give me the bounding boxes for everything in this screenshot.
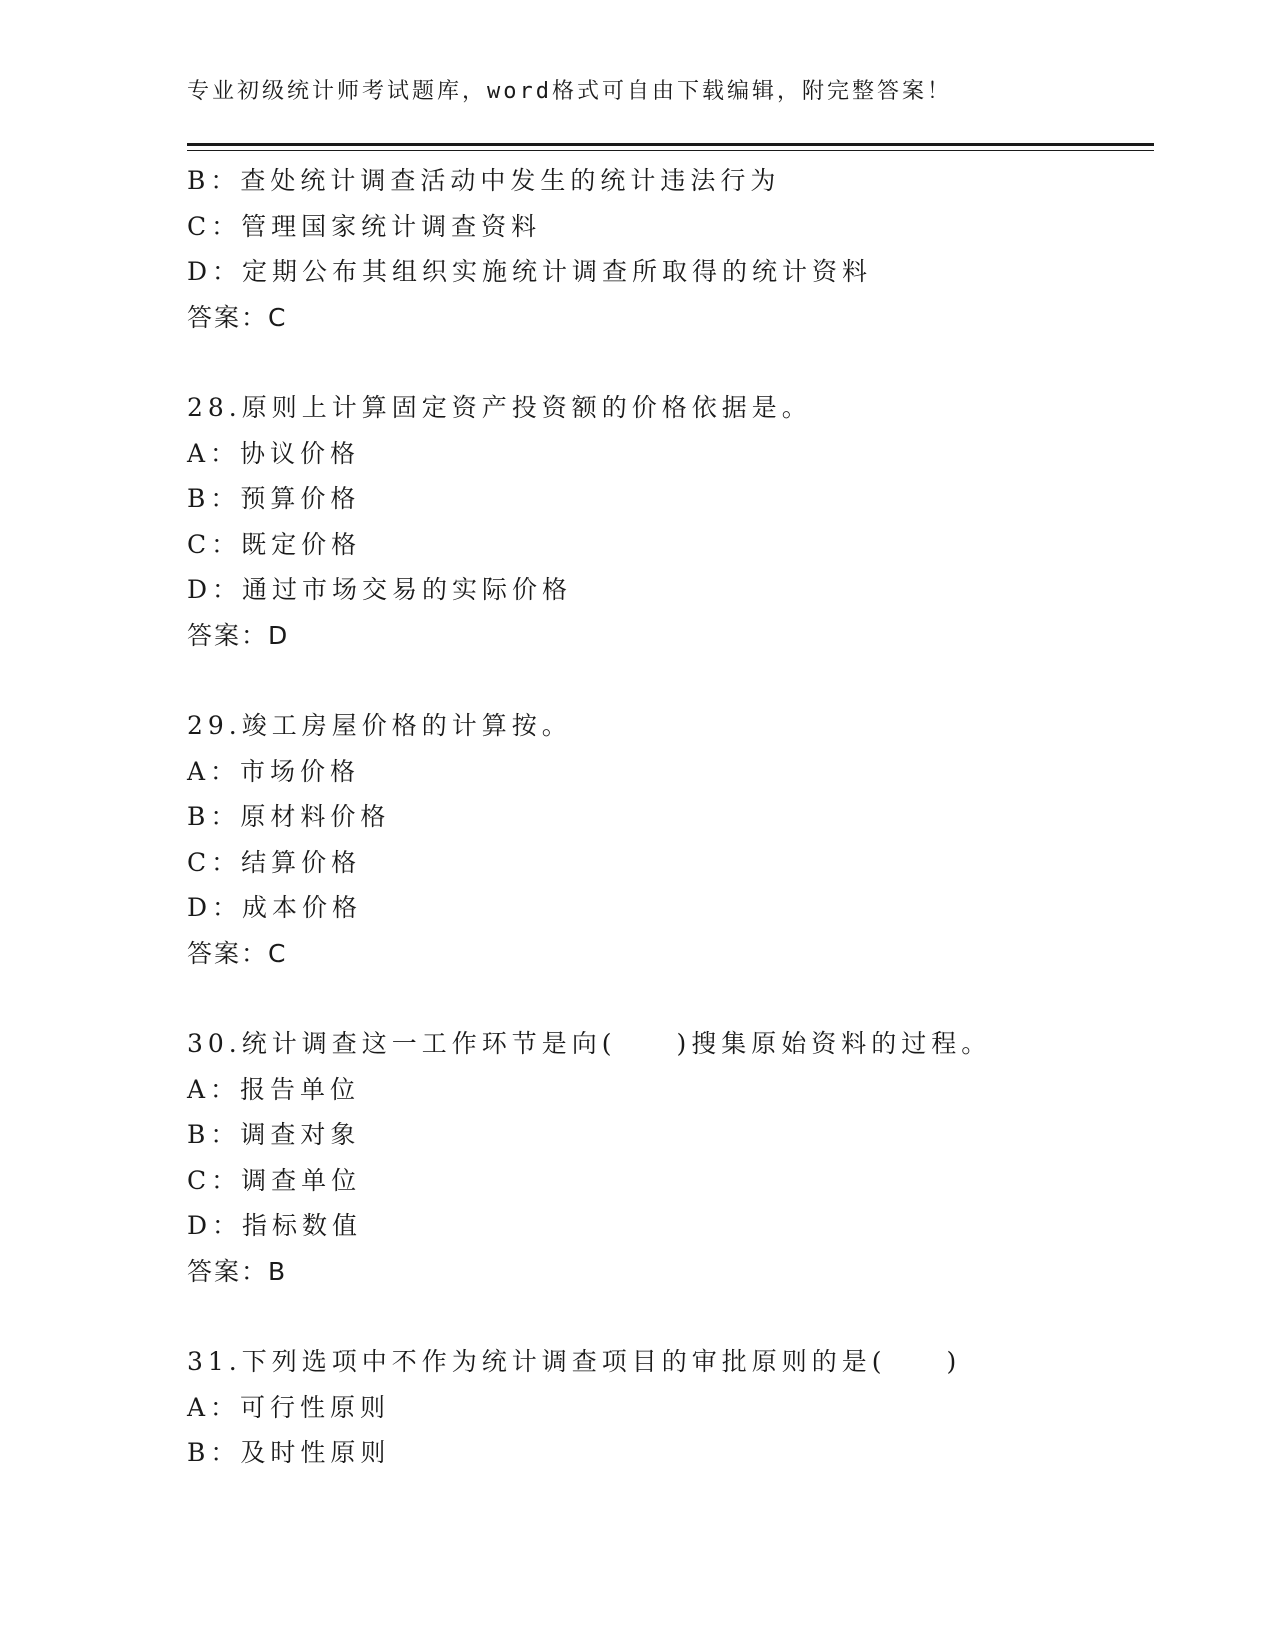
- partial-question: [187, 158, 1147, 340]
- question-29: [187, 703, 1147, 976]
- option-d: D：成本价格: [187, 893, 363, 922]
- option-a: A：可行性原则: [187, 1392, 391, 1422]
- answer: 答案：C: [187, 938, 288, 968]
- option-b: B：原材料价格: [187, 802, 391, 831]
- option-c: C：结算价格: [187, 847, 362, 877]
- answer: 答案：D: [187, 620, 290, 650]
- option-d: D：通过市场交易的实际价格: [187, 575, 573, 604]
- question-title: 30.统计调查这一工作环节是向( )搜集原始资料的过程。: [187, 1029, 992, 1058]
- question-title: 31.下列选项中不作为统计调查项目的审批原则的是( ): [187, 1347, 962, 1376]
- option-c: C：既定价格: [187, 529, 362, 559]
- header-rule-thin: [187, 150, 1154, 151]
- option-c: C：管理国家统计调查资料: [187, 211, 542, 241]
- header-rule-thick: [187, 143, 1154, 146]
- answer: 答案：C: [187, 302, 288, 332]
- option-a: A：报告单位: [187, 1074, 361, 1104]
- option-d: D：定期公布其组织实施统计调查所取得的统计资料: [187, 257, 873, 286]
- option-a: A：市场价格: [187, 756, 361, 786]
- option-b: B：查处统计调查活动中发生的统计违法行为: [187, 166, 781, 195]
- answer: 答案：B: [187, 1256, 288, 1286]
- question-30: [187, 1021, 1147, 1294]
- option-b: B：调查对象: [187, 1120, 361, 1149]
- option-d: D：指标数值: [187, 1211, 363, 1240]
- page-header: 专业初级统计师考试题库，word格式可自由下载编辑，附完整答案！: [187, 79, 952, 104]
- option-b: B：及时性原则: [187, 1438, 391, 1467]
- question-28: [187, 385, 1147, 658]
- option-b: B：预算价格: [187, 484, 361, 513]
- option-a: A：协议价格: [187, 438, 361, 468]
- question-content: [187, 158, 1147, 1476]
- question-31: [187, 1339, 1147, 1476]
- question-title: 29.竣工房屋价格的计算按。: [187, 711, 572, 740]
- option-c: C：调查单位: [187, 1165, 362, 1195]
- question-title: 28.原则上计算固定资产投资额的价格依据是。: [187, 393, 812, 422]
